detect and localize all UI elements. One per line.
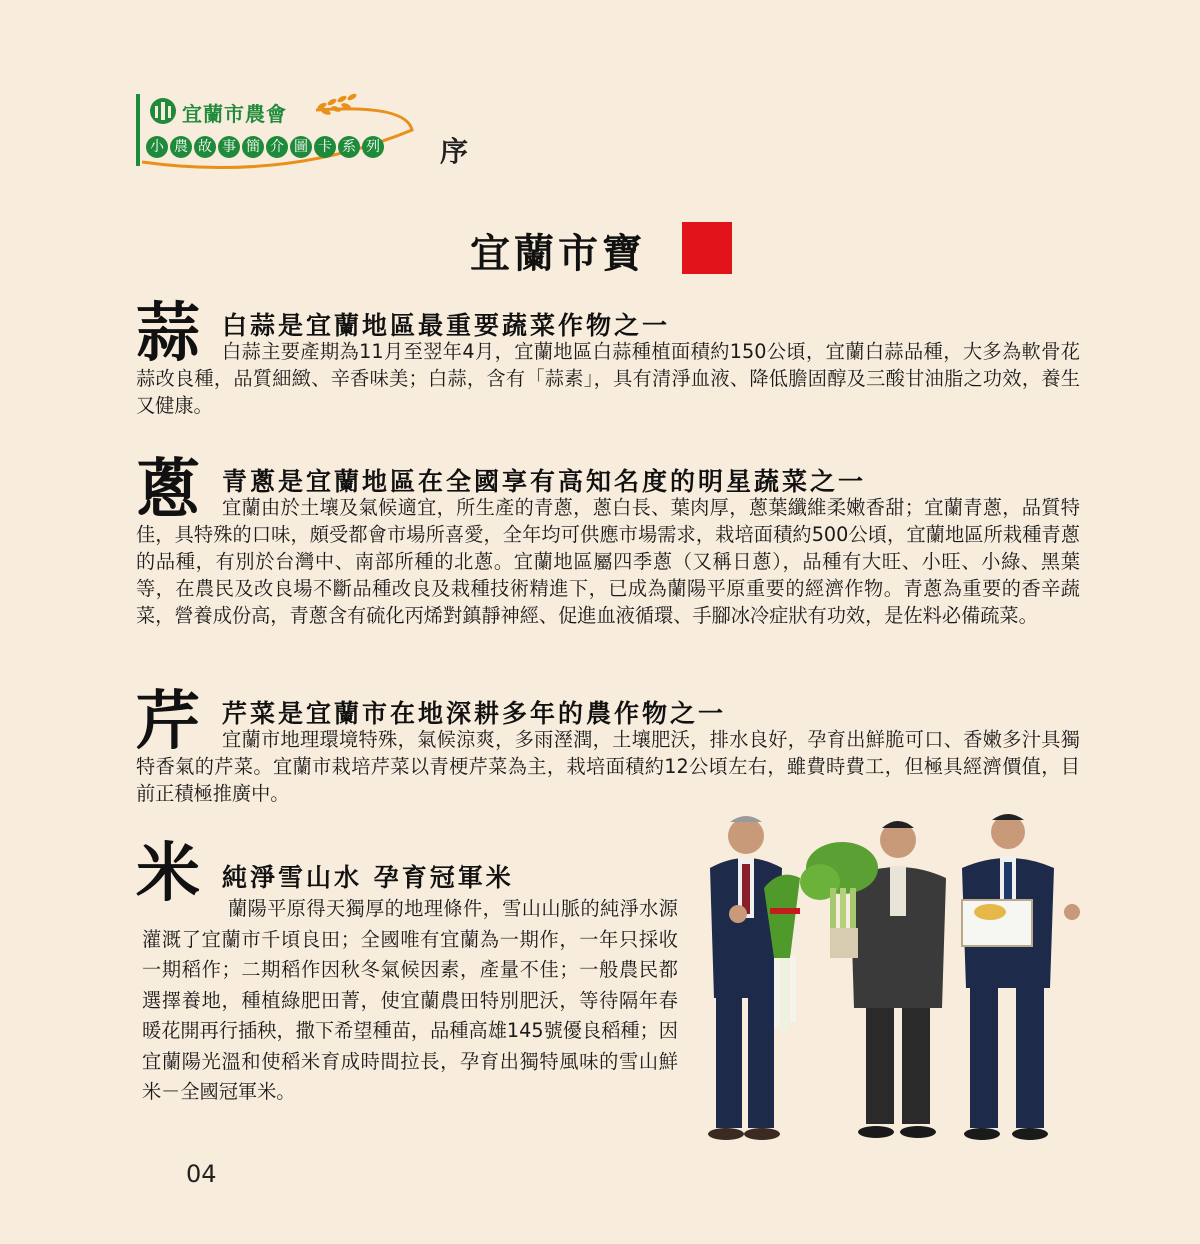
series-title [146,136,384,158]
section-big-char: 蒜 [136,296,200,371]
section-heading: 純淨雪山水 孕育冠軍米 [222,863,514,892]
page-title: 宜蘭市寶 [470,230,646,277]
section-body: 白蒜主要產期為11月至翌年4月，宜蘭地區白蒜種植面積約150公頃，宜蘭白蒜品種，大多為軟骨花蒜改良種，品質細緻、辛香味美；白蒜，含有「蒜素」，具有清淨血液、降低膽固醇及三酸甘油脂之功效，養生又健康。 [136,340,1080,417]
section-big-char: 芹 [136,684,200,759]
series-char: 故 [194,136,216,158]
series-char: 簡 [242,136,264,158]
farmers-emblem-icon [148,96,178,126]
series-char: 小 [146,136,168,158]
series-char: 卡 [314,136,336,158]
section-big-char: 米 [136,836,200,911]
farmers-association-logo [136,92,436,172]
org-name: 宜蘭市農會 [182,102,287,126]
three-men-with-produce-photo [690,808,1090,1148]
section-heading: 白蒜是宜蘭地區最重要蔬菜作物之一 [222,311,671,340]
section-heading: 芹菜是宜蘭市在地深耕多年的農作物之一 [222,699,727,728]
series-char: 列 [362,136,384,158]
red-square-decoration [682,222,732,274]
man-right [962,814,1080,1140]
series-char: 圖 [290,136,312,158]
section-body: 宜蘭市地理環境特殊，氣候涼爽，多雨溼潤，土壤肥沃，排水良好，孕育出鮮脆可口、香嫩多汁具獨特香氣的芹菜。宜蘭市栽培芹菜以青梗芹菜為主，栽培面積約12公頃左右，雖費時費工，但極具經濟價值，目前正積極推廣中。 [136,728,1080,805]
section-body: 蘭陽平原得天獨厚的地理條件，雪山山脈的純淨水源灌溉了宜蘭市千頃良田；全國唯有宜蘭為一期作，一年只採收一期稻作；二期稻作因秋冬氣候因素，產量不佳；一般農民都選擇養地，種植綠肥田菁，使宜蘭農田特別肥沃，等待隔年春暖花開再行插秧，撒下希望種苗，品種高雄145號優良稻種；因宜蘭陽光溫和使稻米育成時間拉長，孕育出獨特風味的雪山鮮米－全國冠軍米。 [142,897,678,1103]
series-char: 介 [266,136,288,158]
series-char: 事 [218,136,240,158]
series-char: 系 [338,136,360,158]
man-left [708,816,782,1140]
section-body: 宜蘭由於土壤及氣候適宜，所生產的青蔥，蔥白長、葉肉厚，蔥葉纖維柔嫩香甜；宜蘭青蔥，品質特佳，具特殊的口味，頗受都會市場所喜愛，全年均可供應市場需求，栽培面積約500公頃，宜蘭地區所栽種青蔥的品種，有別於台灣中、南部所種的北蔥。宜蘭地區屬四季蔥（又稱日蔥），品種有大旺、小旺、小綠、黑葉等，在農民及改良場不斷品種改良及栽種技術精進下，已成為蘭陽平原重要的經濟作物。青蔥為重要的香辛蔬菜，營養成份高，青蔥含有硫化丙烯對鎮靜神經、促進血液循環、手腳冰冷症狀有功效，是佐料必備疏菜。 [136,496,1080,627]
preface-label: 序 [440,135,469,168]
page-number: 04 [186,1160,217,1188]
section-big-char: 蔥 [136,452,200,527]
section-heading: 青蔥是宜蘭地區在全國享有高知名度的明星蔬菜之一 [222,467,867,496]
series-char: 農 [170,136,192,158]
